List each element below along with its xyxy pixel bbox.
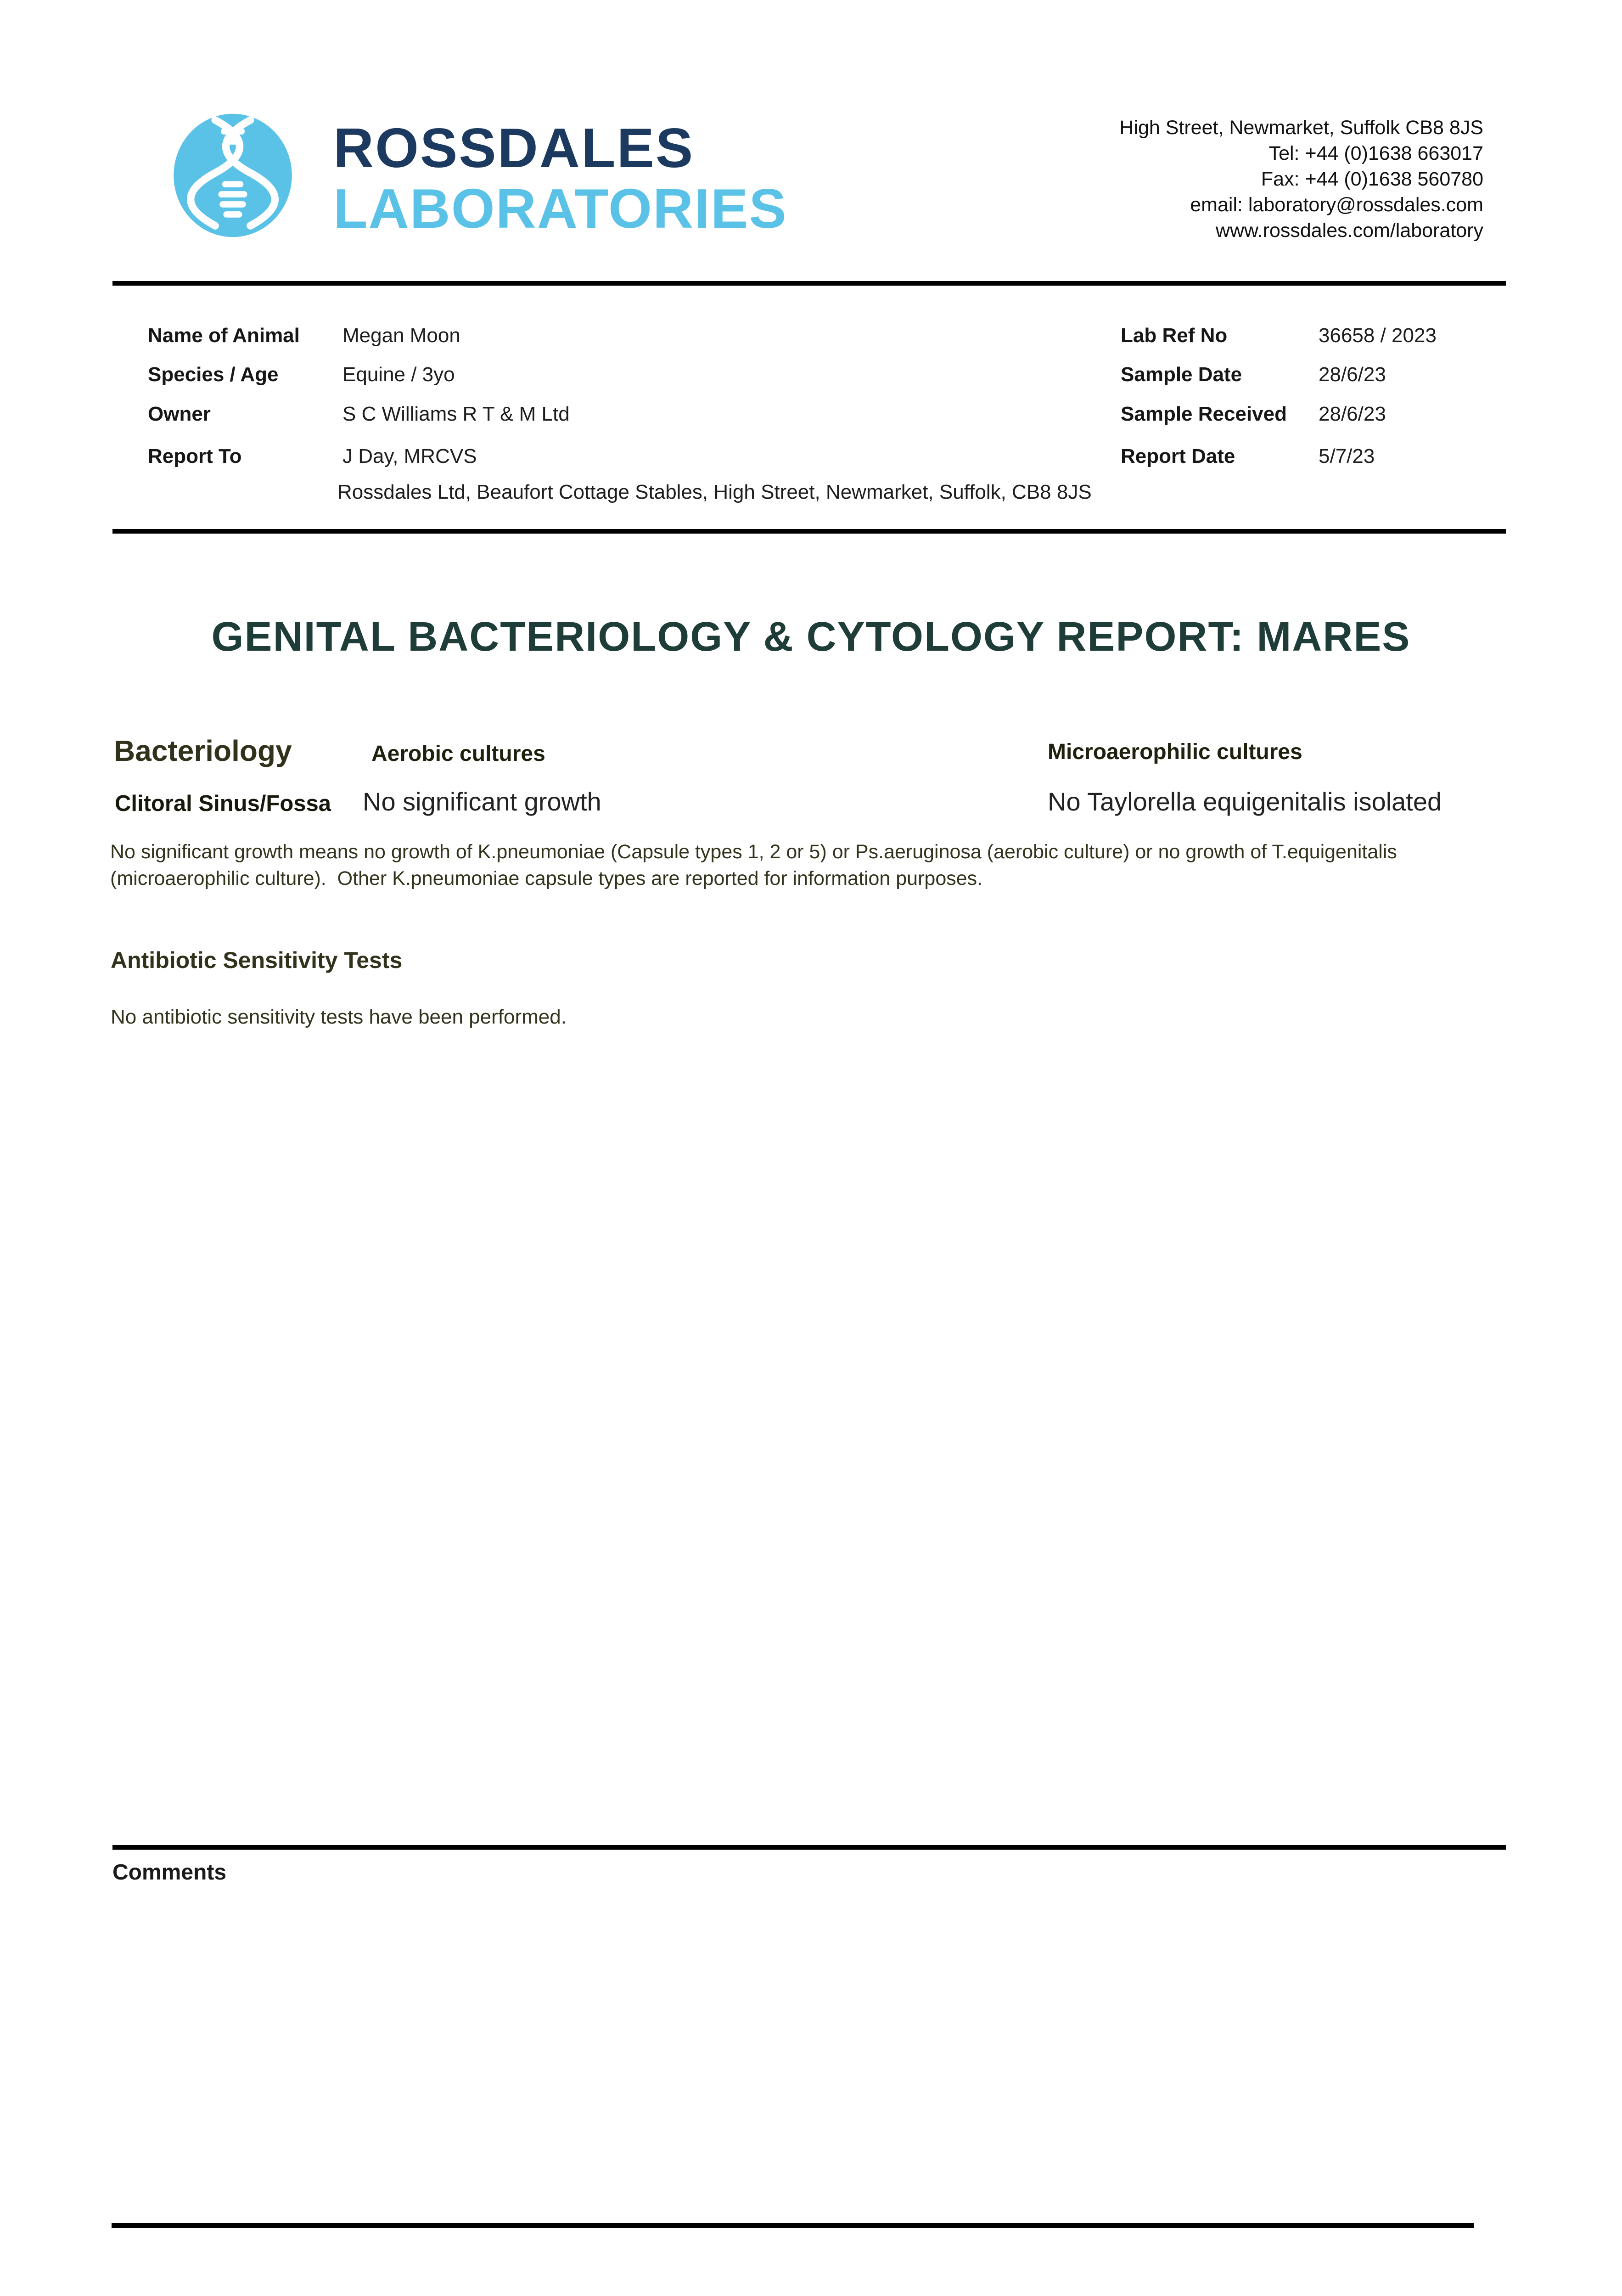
value-report-date: 5/7/23 bbox=[1319, 445, 1375, 467]
clitoral-sinus-fossa-label: Clitoral Sinus/Fossa bbox=[115, 791, 331, 816]
page-title: GENITAL BACTERIOLOGY & CYTOLOGY REPORT: MARES bbox=[211, 614, 1411, 660]
logo-title: ROSSDALES bbox=[333, 117, 695, 179]
comments-divider-rule bbox=[112, 1845, 1506, 1850]
bacteriology-heading: Bacteriology bbox=[114, 734, 292, 767]
value-species-age: Equine / 3yo bbox=[342, 363, 455, 386]
microaerophilic-result: No Taylorella equigenitalis isolated bbox=[1048, 787, 1442, 816]
dna-icon bbox=[169, 113, 297, 238]
aerobic-cultures-column-header: Aerobic cultures bbox=[371, 742, 545, 766]
antibiotic-sensitivity-result: No antibiotic sensitivity tests have been performed. bbox=[111, 1006, 567, 1028]
label-species-age: Species / Age bbox=[148, 363, 279, 386]
label-sample-received: Sample Received bbox=[1121, 403, 1287, 425]
label-lab-ref-no: Lab Ref No bbox=[1121, 324, 1228, 347]
contact-tel-line: Tel: +44 (0)1638 663017 bbox=[1268, 142, 1483, 164]
label-report-to: Report To bbox=[148, 445, 242, 467]
details-divider-rule bbox=[112, 529, 1506, 534]
value-lab-ref-no: 36658 / 2023 bbox=[1319, 324, 1437, 347]
aerobic-result: No significant growth bbox=[363, 787, 601, 816]
contact-block bbox=[1119, 115, 1483, 243]
label-owner: Owner bbox=[148, 403, 211, 425]
label-name-of-animal: Name of Animal bbox=[148, 324, 300, 347]
label-sample-date: Sample Date bbox=[1121, 363, 1242, 386]
contact-fax-line: Fax: +44 (0)1638 560780 bbox=[1261, 168, 1483, 190]
contact-email-line: email: laboratory@rossdales.com bbox=[1190, 194, 1483, 216]
header-divider-rule bbox=[112, 281, 1506, 286]
value-name-of-animal: Megan Moon bbox=[342, 324, 460, 347]
logo-subtitle: LABORATORIES bbox=[333, 177, 787, 240]
comments-heading: Comments bbox=[112, 1860, 227, 1885]
value-owner: S C Williams R T & M Ltd bbox=[342, 403, 570, 425]
contact-web-line: www.rossdales.com/laboratory bbox=[1215, 219, 1483, 242]
contact-address-line: High Street, Newmarket, Suffolk CB8 8JS bbox=[1119, 117, 1483, 139]
value-sample-received: 28/6/23 bbox=[1319, 403, 1386, 425]
value-report-to-address: Rossdales Ltd, Beaufort Cottage Stables, High Street, Newmarket, Suffolk, CB8 8JS bbox=[337, 481, 1092, 503]
value-sample-date: 28/6/23 bbox=[1319, 363, 1386, 386]
label-report-date: Report Date bbox=[1121, 445, 1235, 467]
bacteriology-note: No significant growth means no growth of K.pneumoniae (Capsule types 1, 2 or 5) or Ps.aeruginosa (aerobic culture) or no growth of T.equigenitalis (microaerophilic culture). Other K.pneumoniae capsule types are reported for information purposes. bbox=[110, 841, 1403, 889]
antibiotic-sensitivity-heading: Antibiotic Sensitivity Tests bbox=[111, 947, 403, 973]
microaerophilic-cultures-column-header: Microaerophilic cultures bbox=[1048, 740, 1302, 764]
footer-bar bbox=[112, 2223, 1474, 2228]
value-report-to: J Day, MRCVS bbox=[342, 445, 477, 467]
